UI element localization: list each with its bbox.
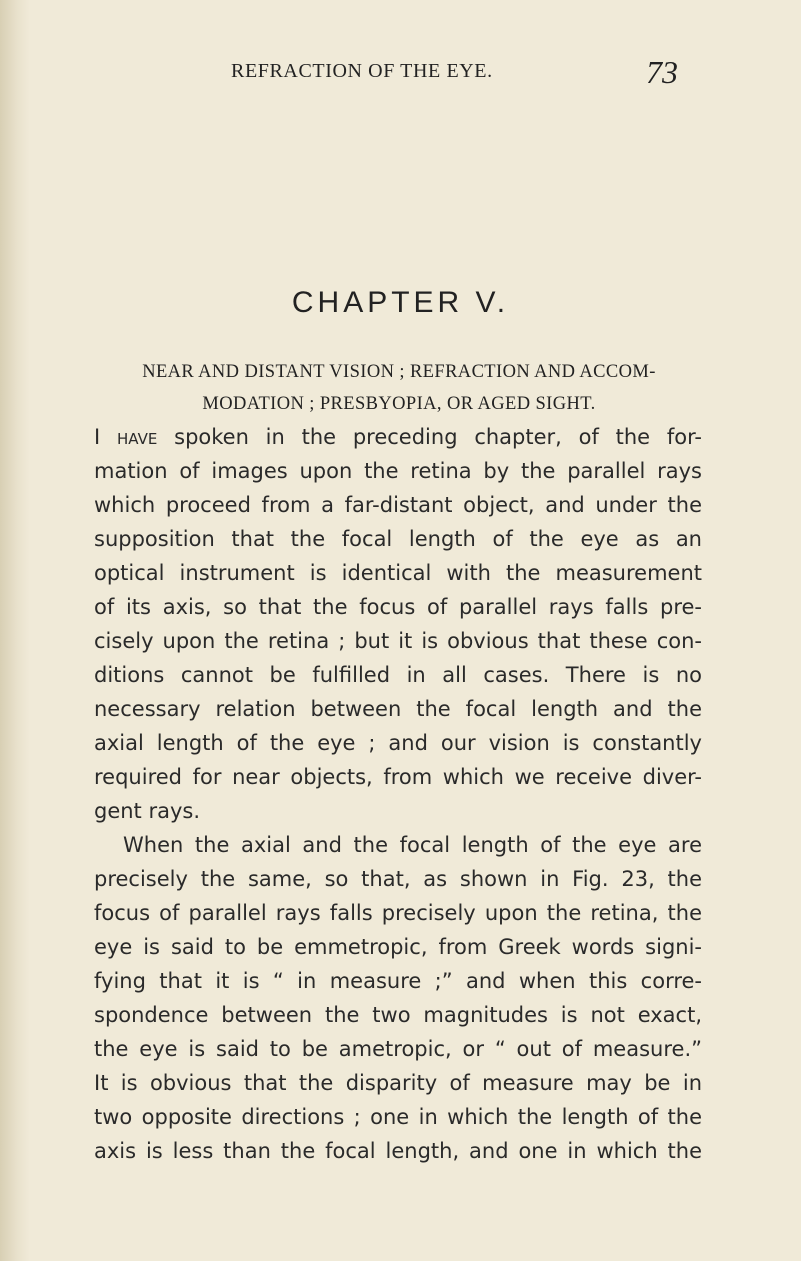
text-line: ditions cannot be fulfilled in all cases. There is no: [94, 663, 702, 687]
text-line: necessary relation between the focal length and the: [94, 697, 702, 721]
text-line: required for near objects, from which we receive diver-: [94, 765, 702, 789]
text-line: When the axial and the focal length of the eye are: [123, 833, 702, 857]
text-line: mation of images upon the retina by the parallel rays: [94, 459, 702, 483]
chapter-title: CHAPTER V.: [291, 286, 510, 319]
text-line: which proceed from a far-distant object, and under the: [94, 493, 702, 517]
text-line: gent rays.: [94, 799, 201, 823]
drop-word: I: [94, 425, 101, 449]
text-line: two opposite directions ; one in which the length of the: [94, 1105, 702, 1129]
text-line: supposition that the focal length of the eye as an: [94, 527, 702, 551]
text-line: of its axis, so that the focus of parallel rays falls pre-: [94, 595, 702, 619]
paragraph: [94, 420, 702, 828]
text-line: cisely upon the retina ; but it is obvious that these con-: [94, 629, 702, 653]
running-head: REFRACTION OF THE EYE.: [231, 60, 493, 82]
text-line: the eye is said to be ametropic, or “ out of measure.”: [94, 1037, 702, 1061]
text-line: [94, 420, 702, 454]
body-text: [94, 420, 702, 1168]
text-line: axial length of the eye ; and our vision is constantly: [94, 731, 702, 755]
text-line: optical instrument is identical with the measurement: [94, 561, 702, 585]
paragraph: [94, 828, 702, 1168]
smallcaps-word: have: [117, 425, 158, 449]
chapter-subtitle: [94, 356, 704, 420]
text-line: precisely the same, so that, as shown in Fig. 23, the: [94, 867, 702, 891]
chapter-subtitle-line: NEAR AND DISTANT VISION ; REFRACTION AND ACCOM-: [142, 362, 656, 382]
text-line: eye is said to be emmetropic, from Greek words signi-: [94, 935, 702, 959]
chapter-subtitle-line: MODATION ; PRESBYOPIA, OR AGED SIGHT.: [202, 394, 596, 414]
text-line: fying that it is “ in measure ;” and when this corre-: [94, 969, 702, 993]
text-line: spondence between the two magnitudes is not exact,: [94, 1003, 702, 1027]
text-line: It is obvious that the disparity of measure may be in: [94, 1071, 702, 1095]
text-fragment: spoken in the preceding chapter, of the for-: [174, 425, 702, 449]
text-line: focus of parallel rays falls precisely upon the retina, the: [94, 901, 702, 925]
page-gutter-shadow: [0, 0, 30, 1261]
text-line: axis is less than the focal length, and one in which the: [94, 1139, 702, 1163]
page-number: 73: [646, 54, 678, 90]
